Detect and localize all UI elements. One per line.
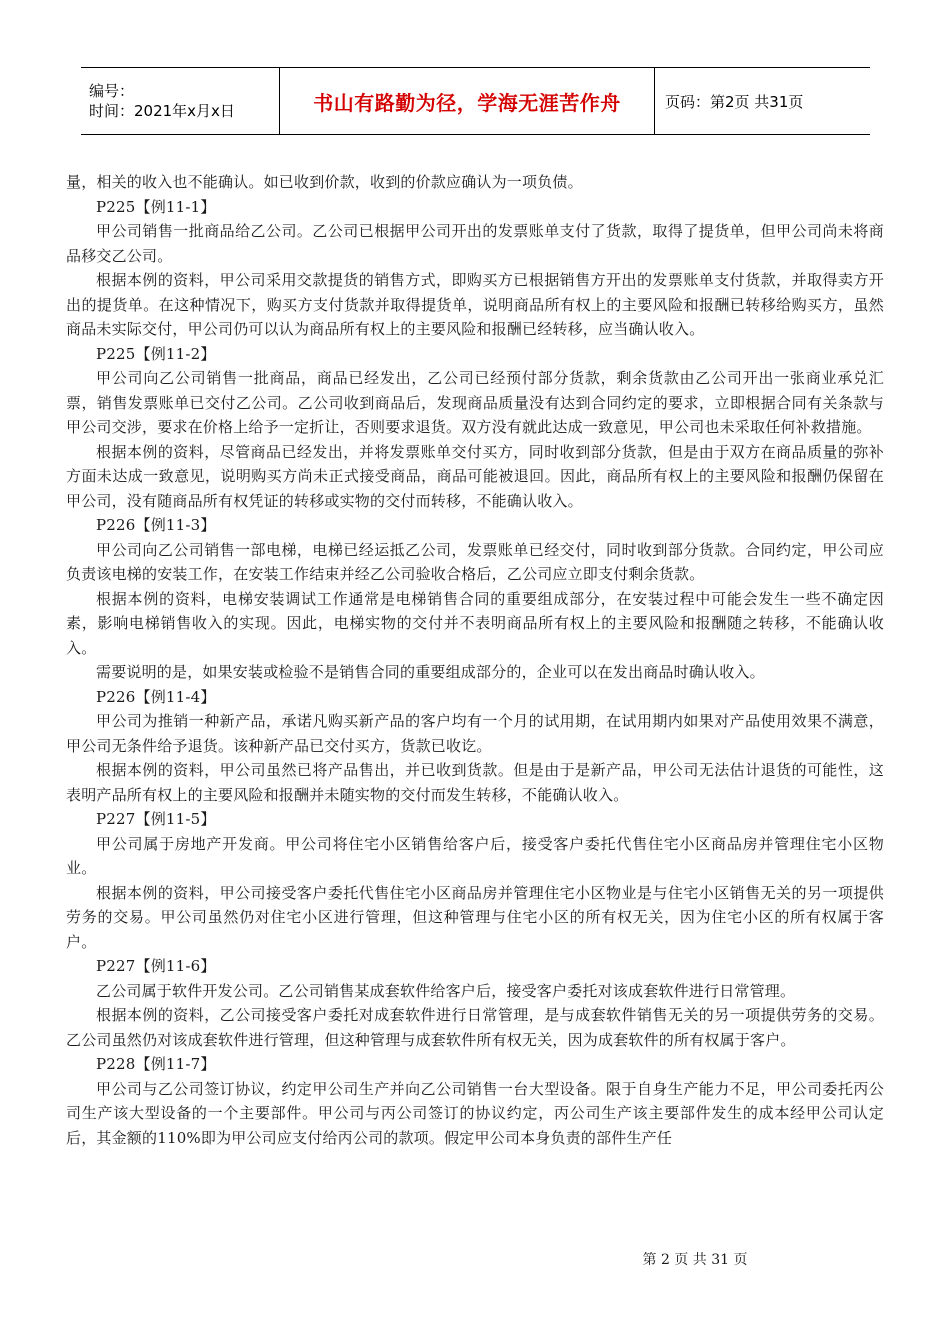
paragraph: 乙公司属于软件开发公司。乙公司销售某成套软件给客户后，接受客户委托对该成套软件进行日常管理。 — [96, 981, 796, 1000]
paragraph: 甲公司向乙公司销售一批商品，商品已经发出，乙公司已经预付部分货款，剩余货款由乙公司开出一张商业承兑汇票，销售发票账单已交付乙公司。乙公司收到商品后，发现商品质量没有达到合同约定的要求，立即根据合同有关条款与甲公司交涉，要求在价格上给予一定折让，否则要求退货。双方没有就此达成一致意见，甲公司也未采取任何补救措施。 — [66, 369, 884, 436]
example-heading: P226【例11-3】 — [96, 516, 216, 534]
paragraph: 需要说明的是，如果安装或检验不是销售合同的重要组成部分的，企业可以在发出商品时确认收入。 — [96, 663, 765, 681]
paragraph: 量，相关的收入也不能确认。如已收到价款，收到的价款应确认为一项负债。 — [66, 173, 583, 191]
header-motto: 书山有路勤为径，学海无涯苦作舟 — [280, 68, 655, 134]
paragraph: 甲公司属于房地产开发商。甲公司将住宅小区销售给客户后，接受客户委托代售住宅小区商品房并管理住宅小区物业。 — [66, 834, 884, 877]
paragraph: 甲公司向乙公司销售一部电梯，电梯已经运抵乙公司，发票账单已经交付，同时收到部分货款。合同约定，甲公司应负责该电梯的安装工作，在安装工作结束并经乙公司验收合格后，乙公司应立即支付剩余货款。 — [66, 540, 884, 583]
header-page-info: 页码：第2页 共31页 — [665, 92, 804, 111]
paragraph: 根据本例的资料，乙公司接受客户委托对成套软件进行日常管理，是与成套软件销售无关的另一项提供劳务的交易。乙公司虽然仍对该成套软件进行管理，但这种管理与成套软件所有权无关，因为成套软件的所有权属于客户。 — [66, 1006, 884, 1049]
example-heading: P225【例11-2】 — [96, 344, 216, 363]
page-header — [81, 67, 870, 135]
paragraph: 根据本例的资料，尽管商品已经发出，并将发票账单交付买方，同时收到部分货款，但是由于双方在商品质量的弥补方面未达成一致意见，说明购买方尚未正式接受商品，商品可能被退回。因此，商品所有权上的主要风险和报酬仍保留在甲公司，没有随商品所有权凭证的转移或实物的交付而转移，不能确认收入。 — [66, 442, 884, 510]
document-number-label: 编号： — [89, 82, 135, 100]
paragraph: 根据本例的资料，甲公司接受客户委托代售住宅小区商品房并管理住宅小区物业是与住宅小区销售无关的另一项提供劳务的交易。甲公司虽然仍对住宅小区进行管理，但这种管理与住宅小区的所有权无关，因为住宅小区的所有权属于客户。 — [66, 883, 884, 951]
page-footer: 第 2 页 共 31 页 — [642, 1252, 748, 1268]
paragraph: 甲公司为推销一种新产品，承诺凡购买新产品的客户均有一个月的试用期，在试用期内如果对产品使用效果不满意，甲公司无条件给予退货。该种新产品已交付买方，货款已收讫。 — [66, 712, 884, 755]
example-heading: P227【例11-6】 — [96, 957, 216, 975]
paragraph: 甲公司销售一批商品给乙公司。乙公司已根据甲公司开出的发票账单支付了货款，取得了提货单，但甲公司尚未将商品移交乙公司。 — [66, 222, 884, 265]
document-date: 时间：2021年x月x日 — [89, 102, 235, 120]
document-body — [66, 170, 884, 1150]
example-heading: P226【例11-4】 — [96, 687, 216, 706]
paragraph: 根据本例的资料，甲公司虽然已将产品售出，并已收到货款。但是由于是新产品，甲公司无法估计退货的可能性，这表明产品所有权上的主要风险和报酬并未随实物的交付而发生转移，不能确认收入。 — [66, 761, 884, 804]
example-heading: P225【例11-1】 — [96, 197, 216, 216]
paragraph: 根据本例的资料，甲公司采用交款提货的销售方式，即购买方已根据销售方开出的发票账单支付货款，并取得卖方开出的提货单。在这种情况下，购买方支付货款并取得提货单，说明商品所有权上的主要风险和报酬已转移给购买方，虽然商品未实际交付，甲公司仍可以认为商品所有权上的主要风险和报酬已经转移，应当确认收入。 — [66, 271, 884, 338]
header-meta — [81, 68, 280, 134]
example-heading: P227【例11-5】 — [96, 810, 216, 828]
paragraph: 甲公司与乙公司签订协议，约定甲公司生产并向乙公司销售一台大型设备。限于自身生产能力不足，甲公司委托丙公司生产该大型设备的一个主要部件。甲公司与丙公司签订的协议约定，丙公司生产该主要部件发生的成本经甲公司认定后，其金额的110%即为甲公司应支付给丙公司的款项。假定甲公司本身负责的部件生产任 — [66, 1079, 884, 1147]
paragraph: 根据本例的资料，电梯安装调试工作通常是电梯销售合同的重要组成部分，在安装过程中可能会发生一些不确定因素，影响电梯销售收入的实现。因此，电梯实物的交付并不表明商品所有权上的主要风险和报酬随之转移，不能确认收入。 — [66, 589, 884, 657]
example-heading: P228【例11-7】 — [96, 1055, 216, 1073]
